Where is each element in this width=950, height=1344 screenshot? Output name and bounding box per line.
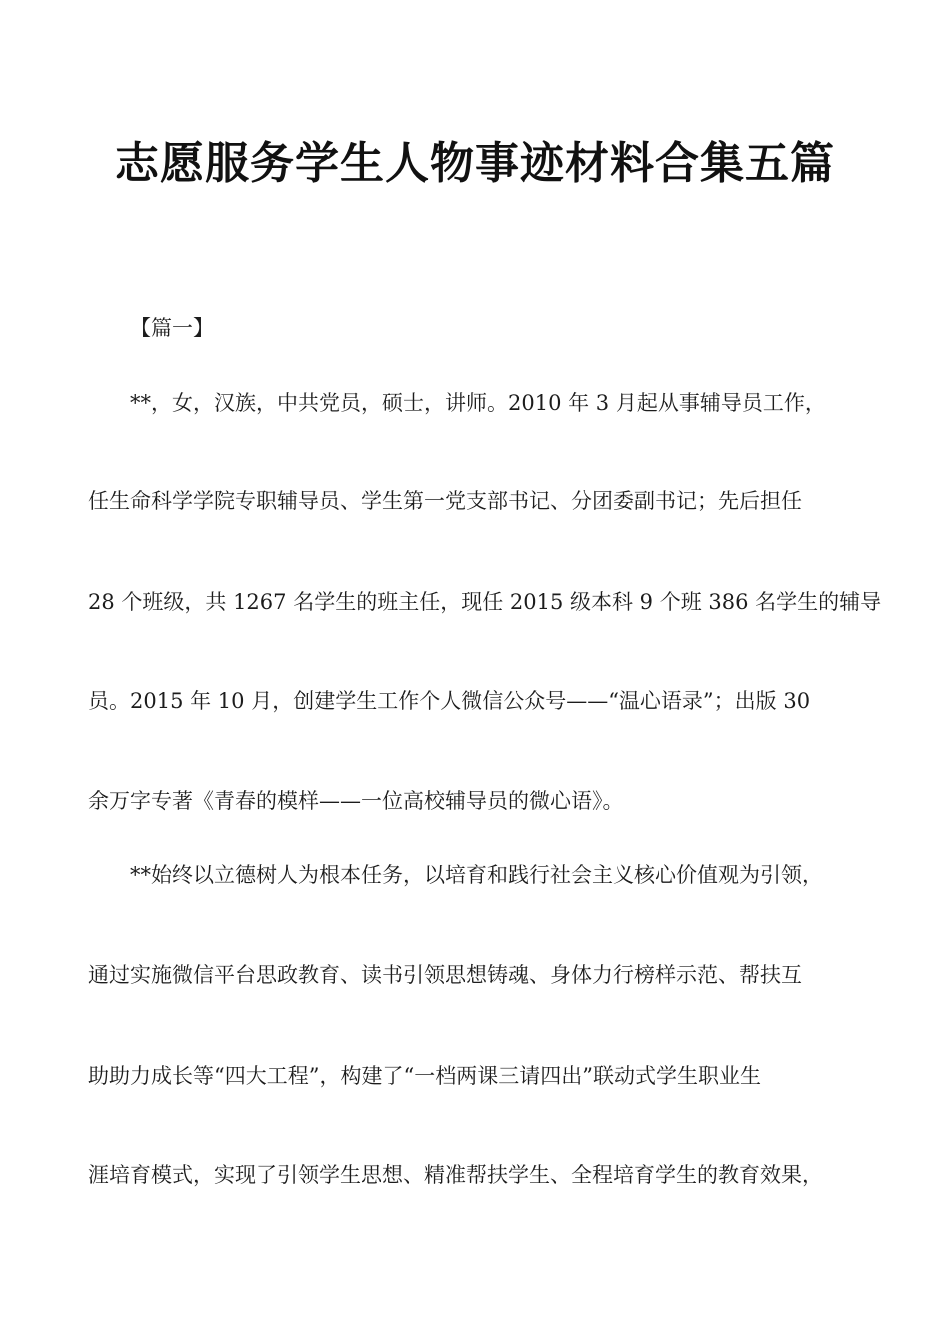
document-title: 志愿服务学生人物事迹材料合集五篇 xyxy=(115,138,835,189)
paragraph1-line-5: 余万字专著《青春的模样——一位高校辅导员的微心语》。 xyxy=(88,789,624,813)
section-heading: 【篇一】 xyxy=(130,316,214,340)
paragraph2-line-4: 涯培育模式，实现了引领学生思想、精准帮扶学生、全程培育学生的教育效果， xyxy=(88,1163,823,1187)
paragraph1-line-3: 28 个班级，共 1267 名学生的班主任，现任 2015 级本科 9 个班 386 名学生的辅导 xyxy=(88,590,882,614)
paragraph1-line-2: 任生命科学学院专职辅导员、学生第一党支部书记、分团委副书记；先后担任 xyxy=(88,489,802,513)
paragraph2-line-1: **始终以立德树人为根本任务，以培育和践行社会主义核心价值观为引领， xyxy=(130,863,823,887)
paragraph2-line-2: 通过实施微信平台思政教育、读书引领思想铸魂、身体力行榜样示范、帮扶互 xyxy=(88,963,802,987)
paragraph2-line-3: 助助力成长等“四大工程”，构建了“一档两课三请四出”联动式学生职业生 xyxy=(88,1064,761,1088)
paragraph1-line-4: 员。2015 年 10 月，创建学生工作个人微信公众号——“温心语录”；出版 30 xyxy=(88,689,811,713)
paragraph1-line-1: **，女，汉族，中共党员，硕士，讲师。2010 年 3 月起从事辅导员工作， xyxy=(130,391,826,415)
